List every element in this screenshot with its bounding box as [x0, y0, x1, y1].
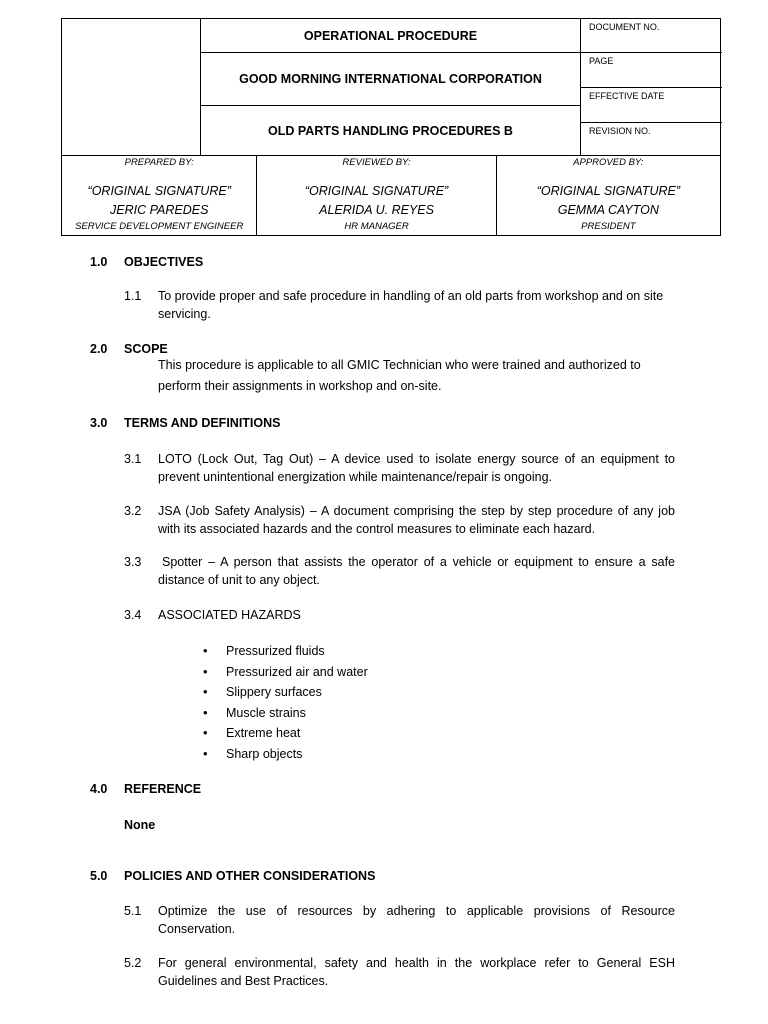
reference-body: None — [124, 818, 156, 832]
signature-block — [61, 155, 721, 236]
section-heading: SCOPE — [124, 342, 168, 356]
header-meta-block — [580, 19, 722, 155]
signature-role: PREPARED BY: — [124, 157, 194, 168]
signature-prepared — [62, 155, 256, 235]
item-number: 3.3 — [124, 555, 142, 569]
signature-reviewed — [256, 155, 495, 235]
section-heading: OBJECTIVES — [124, 255, 204, 269]
item-number: 5.2 — [124, 956, 142, 970]
signatory-name: GEMMA CAYTON — [557, 203, 659, 217]
item-number: 3.1 — [124, 452, 142, 466]
scope-text-cont: perform their assignments in workshop and on-site. — [158, 379, 442, 393]
company-name: GOOD MORNING INTERNATIONAL CORPORATION — [201, 53, 580, 106]
item-number: 1.1 — [124, 289, 142, 303]
list-item: • Extreme heat — [203, 723, 368, 744]
signatory-position: HR MANAGER — [344, 221, 409, 232]
signature-role: APPROVED BY: — [573, 157, 644, 168]
revision-no-label: REVISION NO. — [589, 126, 651, 136]
list-item: • Muscle strains — [203, 703, 368, 724]
item-number: 3.2 — [124, 504, 142, 518]
signature-mark: “ORIGINAL SIGNATURE” — [304, 184, 449, 198]
document-header — [61, 18, 721, 156]
definition-loto: LOTO (Lock Out, Tag Out) – A device used to isolate energy source of an equipment to prevent unintentional energization while maintenance/repair is ongoing. — [158, 452, 675, 484]
signatory-position: PRESIDENT — [581, 221, 636, 232]
section-number: 2.0 — [90, 342, 108, 356]
definition-spotter: Spotter – A person that assists the operator of a vehicle or equipment to ensure a safe distance of unit to any object. — [158, 555, 675, 587]
signature-mark: “ORIGINAL SIGNATURE” — [536, 184, 680, 198]
hazard-list — [203, 641, 368, 765]
item-text: To provide proper and safe procedure in handling of an old parts from workshop and on site — [158, 289, 664, 303]
policy-resources: Optimize the use of resources by adhering to applicable provisions of Resource Conservation. — [158, 904, 675, 936]
signature-mark: “ORIGINAL SIGNATURE” — [87, 184, 231, 198]
page-label: PAGE — [581, 53, 722, 88]
definition-jsa: JSA (Job Safety Analysis) – A document comprising the step by step procedure of any job with its associated hazards and the control measures to eliminate each hazard. — [158, 504, 675, 536]
section-heading: REFERENCE — [124, 782, 202, 796]
section-heading: POLICIES AND OTHER CONSIDERATIONS — [124, 869, 376, 883]
item-text-cont: servicing. — [158, 307, 211, 321]
item-number: 5.1 — [124, 904, 142, 918]
scope-text: This procedure is applicable to all GMIC Technician who were trained and authorized to — [158, 358, 641, 372]
hazards-heading: ASSOCIATED HAZARDS — [158, 608, 301, 622]
signature-role: REVIEWED BY: — [342, 157, 411, 168]
procedure-type: OPERATIONAL PROCEDURE — [201, 19, 580, 53]
signatory-name: ALERIDA U. REYES — [319, 203, 434, 217]
list-item: • Slippery surfaces — [203, 682, 368, 703]
section-number: 1.0 — [90, 255, 108, 269]
effective-date-label: EFFECTIVE DATE — [581, 88, 722, 123]
section-number: 3.0 — [90, 416, 108, 430]
section-heading: TERMS AND DEFINITIONS — [124, 416, 281, 430]
policy-esh: For general environmental, safety and health in the workplace refer to General ESH Guidelines and Best Practices. — [158, 956, 675, 988]
header-title-block — [201, 19, 580, 155]
list-item: • Pressurized air and water — [203, 662, 368, 683]
list-item: • Sharp objects — [203, 744, 368, 765]
signatory-name: JERIC PAREDES — [110, 203, 209, 217]
section-number: 5.0 — [90, 869, 108, 883]
item-number: 3.4 — [124, 608, 142, 622]
logo-placeholder — [62, 19, 201, 155]
section-number: 4.0 — [90, 782, 108, 796]
document-title: OLD PARTS HANDLING PROCEDURES B — [268, 123, 513, 138]
signatory-position: SERVICE DEVELOPMENT ENGINEER — [75, 221, 244, 232]
signature-approved — [496, 155, 720, 235]
document-no-label: DOCUMENT NO. — [581, 19, 722, 53]
list-item: • Pressurized fluids — [203, 641, 368, 662]
